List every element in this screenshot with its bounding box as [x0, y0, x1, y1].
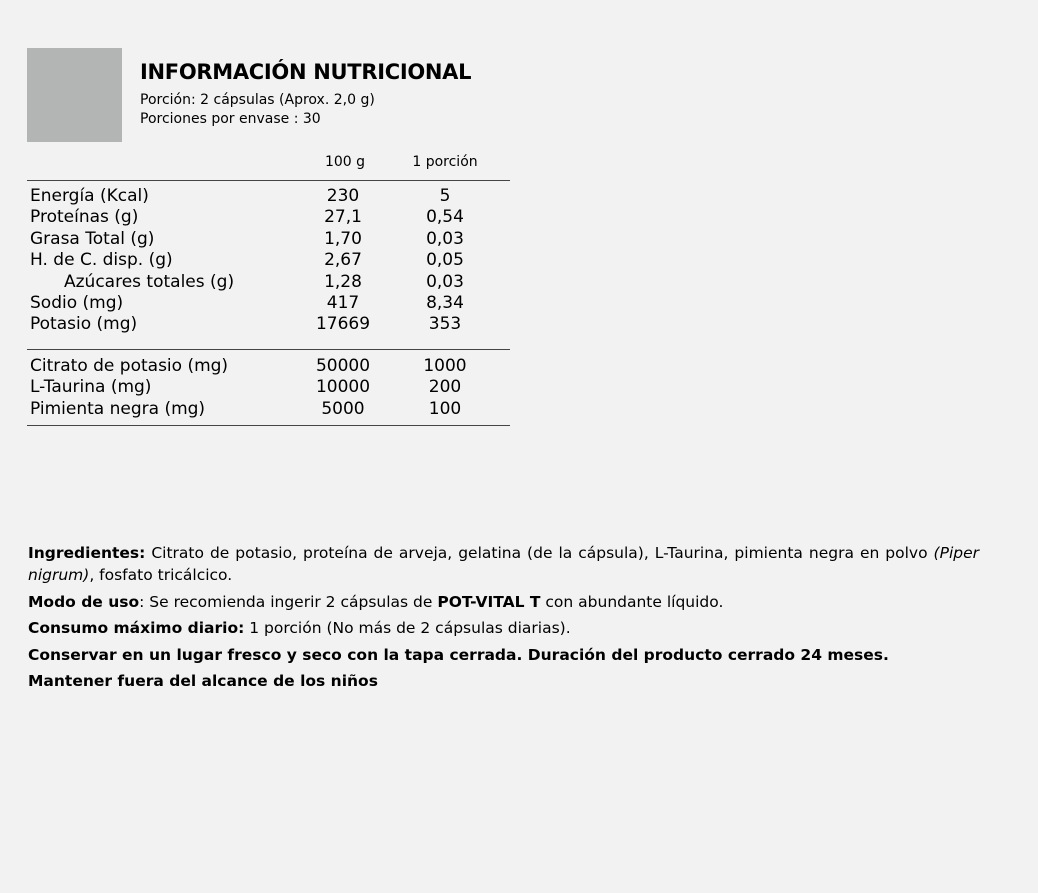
page-title: INFORMACIÓN NUTRICIONAL: [140, 60, 472, 84]
table-row: [30, 293, 510, 315]
ingredients-text-end: , fosfato tricálcico.: [89, 565, 233, 584]
row-value-portion: 8,34: [426, 293, 464, 313]
row-label: Energía (Kcal): [30, 186, 149, 206]
ingredients-paragraph: [28, 543, 979, 586]
column-header-portion: 1 porción: [412, 154, 478, 170]
row-value-100g: 1,70: [324, 228, 362, 249]
table-row: [30, 314, 510, 336]
ingredients-text: Citrato de potasio, proteína de arveja, gelatina (de la cápsula), L-Taurina, pimienta negra en polvo: [145, 544, 934, 562]
table-row: [30, 250, 510, 272]
max-daily-paragraph: [28, 618, 979, 640]
row-value-portion: 0,05: [426, 250, 464, 271]
row-label: Grasa Total (g): [30, 228, 155, 249]
row-value-100g: 50000: [315, 356, 371, 376]
table-row: [30, 186, 510, 208]
usage-text-end: con abundante líquido.: [540, 593, 724, 611]
table-divider-bottom: [27, 425, 510, 426]
table-row: [30, 356, 510, 378]
row-value-portion: 200: [428, 377, 462, 398]
servings-per-container: Porciones por envase : 30: [140, 111, 321, 127]
child-warning: Mantener fuera del alcance de los niños: [28, 672, 378, 690]
storage-instructions: Conservar en un lugar fresco y seco con la tapa cerrada. Duración del producto cerrado 24 meses.: [28, 646, 889, 664]
product-image-placeholder: [27, 48, 122, 142]
usage-label: Modo de uso: [28, 593, 140, 611]
row-label: Potasio (mg): [30, 314, 138, 335]
row-value-100g: 17669: [315, 314, 371, 335]
row-value-portion: 0,03: [426, 228, 464, 249]
column-header-100g: 100 g: [324, 154, 366, 170]
usage-text: : Se recomienda ingerir 2 cápsulas de: [139, 593, 438, 611]
row-label: Pimienta negra (mg): [30, 398, 206, 419]
row-value-100g: 1,28: [324, 271, 362, 292]
row-label: L-Taurina (mg): [30, 377, 152, 398]
ingredients-label: Ingredientes:: [28, 544, 146, 562]
row-value-portion: 1000: [423, 356, 467, 376]
row-value-portion: 100: [428, 398, 462, 419]
table-row: [30, 207, 510, 229]
row-value-100g: 10000: [315, 377, 371, 398]
product-name: POT-VITAL T: [437, 593, 541, 611]
max-daily-label: Consumo máximo diario:: [28, 619, 245, 637]
row-value-portion: 0,03: [426, 271, 464, 292]
row-label: Citrato de potasio (mg): [30, 356, 229, 376]
table-row: [30, 229, 510, 251]
table-divider-middle: [27, 349, 510, 350]
row-label: Sodio (mg): [30, 293, 124, 313]
row-label: Azúcares totales (g): [64, 271, 235, 292]
max-daily-text: 1 porción (No más de 2 cápsulas diarias).: [244, 619, 571, 637]
row-value-portion: 0,54: [426, 207, 464, 228]
row-value-100g: 230: [326, 186, 360, 206]
table-row: [30, 272, 510, 294]
table-row: [30, 399, 510, 421]
table-divider-top: [27, 180, 510, 181]
table-row: [30, 377, 510, 399]
row-label: H. de C. disp. (g): [30, 250, 173, 271]
row-value-100g: 27,1: [324, 207, 362, 228]
ingredients-scientific-name: (Piper nigrum): [28, 544, 979, 584]
serving-size: Porción: 2 cápsulas (Aprox. 2,0 g): [140, 92, 375, 108]
row-value-portion: 5: [439, 186, 451, 206]
usage-paragraph: [28, 592, 979, 614]
row-value-100g: 5000: [321, 398, 365, 419]
row-value-portion: 353: [428, 314, 462, 335]
row-value-100g: 2,67: [324, 250, 362, 271]
row-label: Proteínas (g): [30, 207, 139, 228]
row-value-100g: 417: [326, 293, 360, 313]
